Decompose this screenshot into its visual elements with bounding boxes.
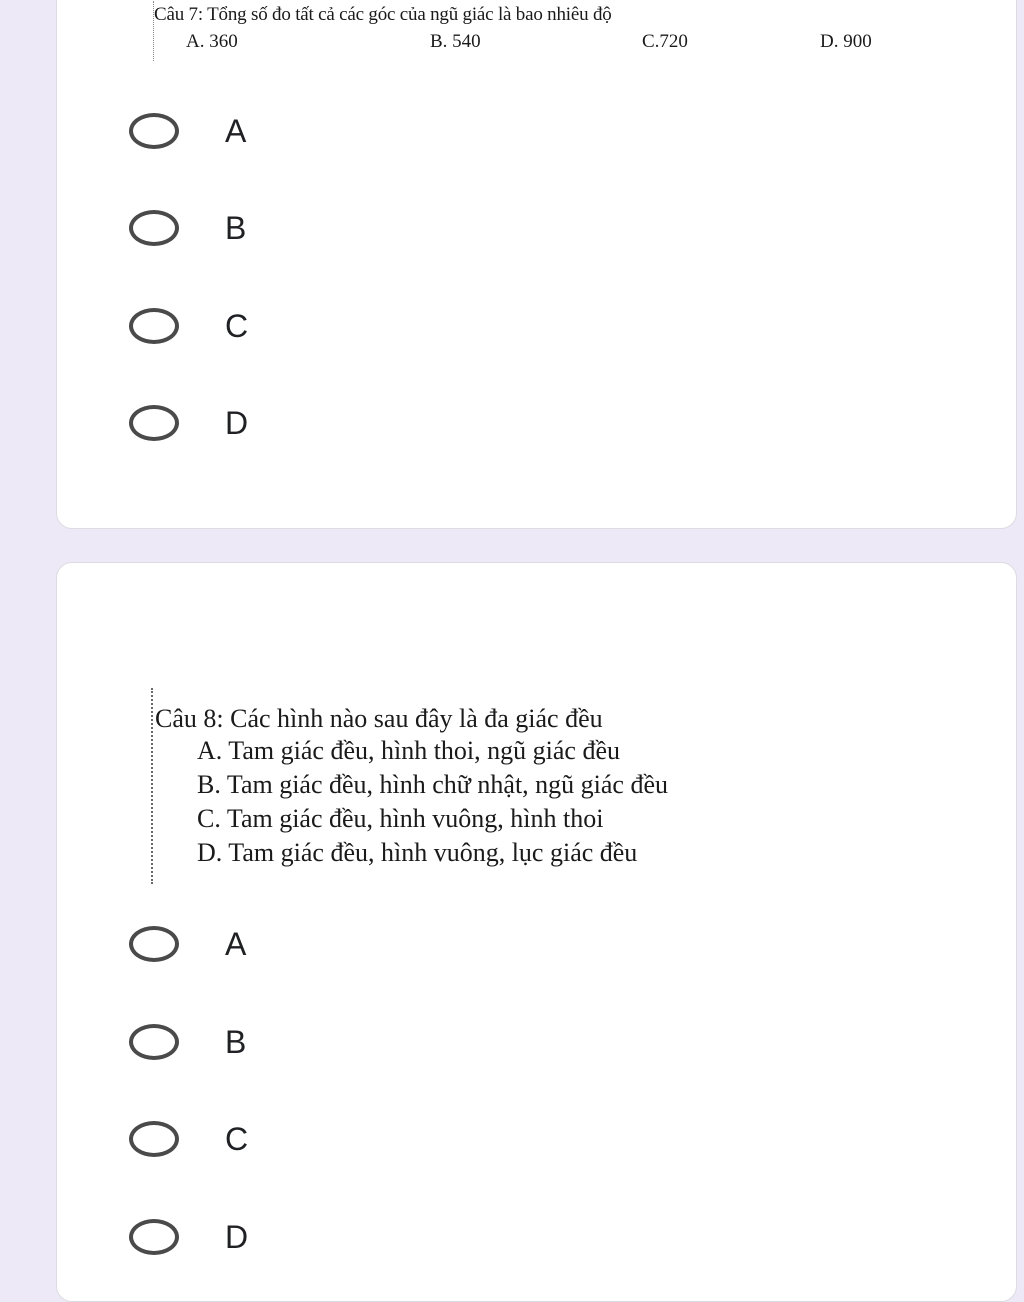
- radio-button[interactable]: [129, 113, 179, 149]
- question-8-choice-c[interactable]: [129, 1115, 529, 1175]
- radio-button[interactable]: [129, 1121, 179, 1157]
- choice-label: D: [225, 1219, 249, 1255]
- question-8-choice-b[interactable]: [129, 1018, 529, 1078]
- question-7-option-a: A. 360: [186, 31, 238, 52]
- choice-label: C: [225, 1121, 249, 1157]
- question-7-image: [153, 1, 914, 61]
- radio-button[interactable]: [129, 210, 179, 246]
- question-8-option-a: A. Tam giác đều, hình thoi, ngũ giác đều: [197, 736, 620, 765]
- question-7-text: Câu 7: Tổng số đo tất cả các góc của ngũ giác là bao nhiêu độ: [154, 4, 612, 25]
- question-7-choice-d[interactable]: [129, 399, 529, 459]
- question-7-choice-c[interactable]: [129, 302, 529, 362]
- question-7-choice-b[interactable]: [129, 204, 529, 264]
- radio-button[interactable]: [129, 1219, 179, 1255]
- choice-label: D: [225, 405, 249, 441]
- question-7-option-d: D. 900: [820, 31, 872, 52]
- question-7-option-b: B. 540: [430, 31, 481, 52]
- question-8-choice-a[interactable]: [129, 920, 529, 980]
- radio-button[interactable]: [129, 405, 179, 441]
- question-7-choice-a[interactable]: [129, 107, 529, 167]
- question-card-8: [56, 562, 1017, 1302]
- choice-label: A: [225, 113, 247, 149]
- question-8-text: Câu 8: Các hình nào sau đây là đa giác đều: [155, 704, 603, 733]
- radio-button[interactable]: [129, 308, 179, 344]
- question-8-option-d: D. Tam giác đều, hình vuông, lục giác đều: [197, 838, 638, 867]
- question-8-option-b: B. Tam giác đều, hình chữ nhật, ngũ giác đều: [197, 770, 669, 799]
- choice-label: B: [225, 1024, 247, 1060]
- radio-button[interactable]: [129, 1024, 179, 1060]
- question-8-choice-d[interactable]: [129, 1213, 529, 1273]
- question-7-option-c: C.720: [642, 31, 688, 52]
- question-card-7: [56, 0, 1017, 529]
- question-8-option-c: C. Tam giác đều, hình vuông, hình thoi: [197, 804, 604, 833]
- choice-label: B: [225, 210, 247, 246]
- choice-label: C: [225, 308, 249, 344]
- radio-button[interactable]: [129, 926, 179, 962]
- choice-label: A: [225, 926, 247, 962]
- question-8-image: [151, 688, 873, 884]
